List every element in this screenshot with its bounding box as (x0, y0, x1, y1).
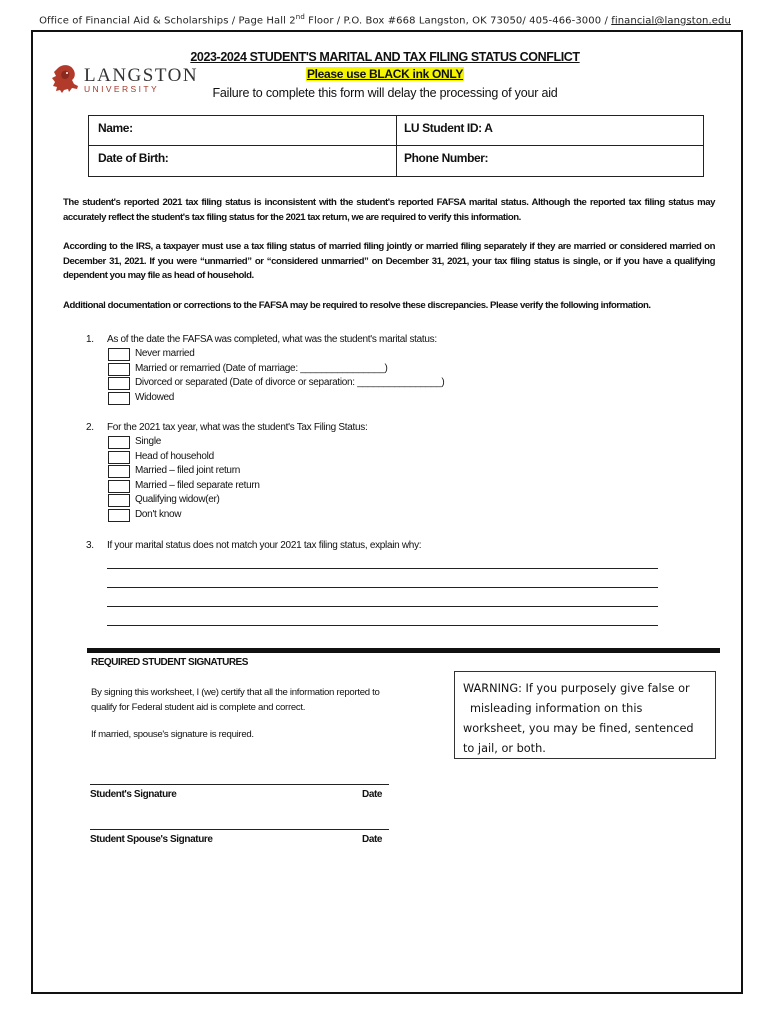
option-label: Head of household (135, 450, 214, 462)
documentation-paragraph: Additional documentation or corrections to the FAFSA may be required to resolve these discrepancies. Please verify the following information. (63, 300, 651, 311)
office-line-sup: nd (295, 13, 305, 21)
student-signature-line[interactable] (90, 784, 389, 785)
checkbox[interactable] (108, 363, 130, 376)
office-email-link[interactable]: financial@langston.edu (611, 15, 731, 27)
certification-text: By signing this worksheet, I (we) certify that all the information reported to qualify for Federal student aid is complete and correct. (91, 687, 380, 713)
student-id-field[interactable]: LU Student ID: A (404, 121, 493, 135)
checkbox[interactable] (108, 494, 130, 507)
signatures-heading: REQUIRED STUDENT SIGNATURES (91, 657, 248, 668)
spouse-date-label: Date (362, 834, 383, 845)
warning-line: to jail, or both. (463, 742, 546, 755)
title-block (180, 49, 590, 100)
option-label: Divorced or separated (Date of divorce or separation: ________________) (135, 377, 445, 389)
option-label: Don't know (135, 508, 182, 520)
warning-line: worksheet, you may be fined, sentenced (463, 722, 694, 735)
checkbox[interactable] (108, 509, 130, 522)
table-divider (396, 116, 397, 176)
logo-subtitle: UNIVERSITY (84, 84, 160, 94)
checkbox[interactable] (108, 392, 130, 405)
question-number: 3. (86, 540, 94, 551)
delay-warning: Failure to complete this form will delay the processing of your aid (212, 86, 558, 100)
option-label: Married – filed joint return (135, 465, 240, 477)
student-signature-label: Student's Signature (90, 789, 177, 800)
question-number: 2. (86, 422, 94, 433)
office-line-prefix: Office of Financial Aid & Scholarships / Page Hall 2 (39, 15, 296, 27)
logo-name: LANGSTON (84, 65, 199, 86)
ink-instruction: Please use BLACK ink ONLY (306, 67, 464, 81)
intro-paragraph: The student's reported 2021 tax filing status is inconsistent with the student's reported FAFSA marital status. Although the reported tax filing status may accurately reflect the student's tax filing status for the 2021 tax return, we are required to verify this information. (63, 197, 715, 223)
spouse-signature-line[interactable] (90, 829, 389, 830)
option-label: Never married (135, 348, 195, 359)
spouse-requirement-note: If married, spouse's signature is required. (91, 729, 254, 740)
question-number: 1. (86, 334, 94, 345)
lion-icon (48, 62, 82, 96)
student-info-table (88, 115, 704, 177)
explanation-line[interactable] (107, 568, 658, 569)
option-label: Widowed (135, 391, 175, 403)
option-label: Married or remarried (Date of marriage: ________________) (135, 362, 388, 374)
explanation-line[interactable] (107, 625, 658, 626)
section-divider (87, 648, 720, 653)
irs-paragraph: According to the IRS, a taxpayer must use a tax filing status of married filing jointly or married filing separately if they are married or considered married on December 31, 2021. If you were “unmarried” or “considered unmarried” on December 31, 2021, your tax filing status is single, or if you have a qualifying dependent you may file as head of household. (63, 241, 715, 281)
checkbox[interactable] (108, 436, 130, 449)
date-of-birth-field[interactable]: Date of Birth: (98, 151, 169, 165)
explanation-line[interactable] (107, 606, 658, 607)
option-label: Single (135, 436, 161, 447)
question-text: If your marital status does not match your 2021 tax filing status, explain why: (107, 540, 422, 551)
checkbox[interactable] (108, 451, 130, 464)
checkbox[interactable] (108, 348, 130, 361)
question-text: For the 2021 tax year, what was the student's Tax Filing Status: (107, 422, 368, 433)
warning-box (454, 671, 716, 759)
explanation-line[interactable] (107, 587, 658, 588)
warning-line: WARNING: If you purposely give false or (463, 682, 690, 695)
checkbox[interactable] (108, 480, 130, 493)
checkbox[interactable] (108, 465, 130, 478)
phone-number-field[interactable]: Phone Number: (404, 151, 489, 165)
spouse-signature-label: Student Spouse's Signature (90, 834, 213, 845)
office-header (0, 13, 770, 26)
office-line-middle: Floor / P.O. Box #668 Langston, OK 73050/ 405-466-3000 / (304, 15, 612, 27)
option-label: Qualifying widow(er) (135, 494, 220, 506)
checkbox[interactable] (108, 377, 130, 390)
student-date-label: Date (362, 789, 383, 800)
warning-line: misleading information on this (470, 702, 643, 715)
option-label: Married – filed separate return (135, 479, 260, 491)
form-title: 2023-2024 STUDENT'S MARITAL AND TAX FILING STATUS CONFLICT (190, 50, 580, 64)
name-field[interactable]: Name: (98, 121, 133, 135)
question-text: As of the date the FAFSA was completed, what was the student's marital status: (107, 334, 437, 345)
